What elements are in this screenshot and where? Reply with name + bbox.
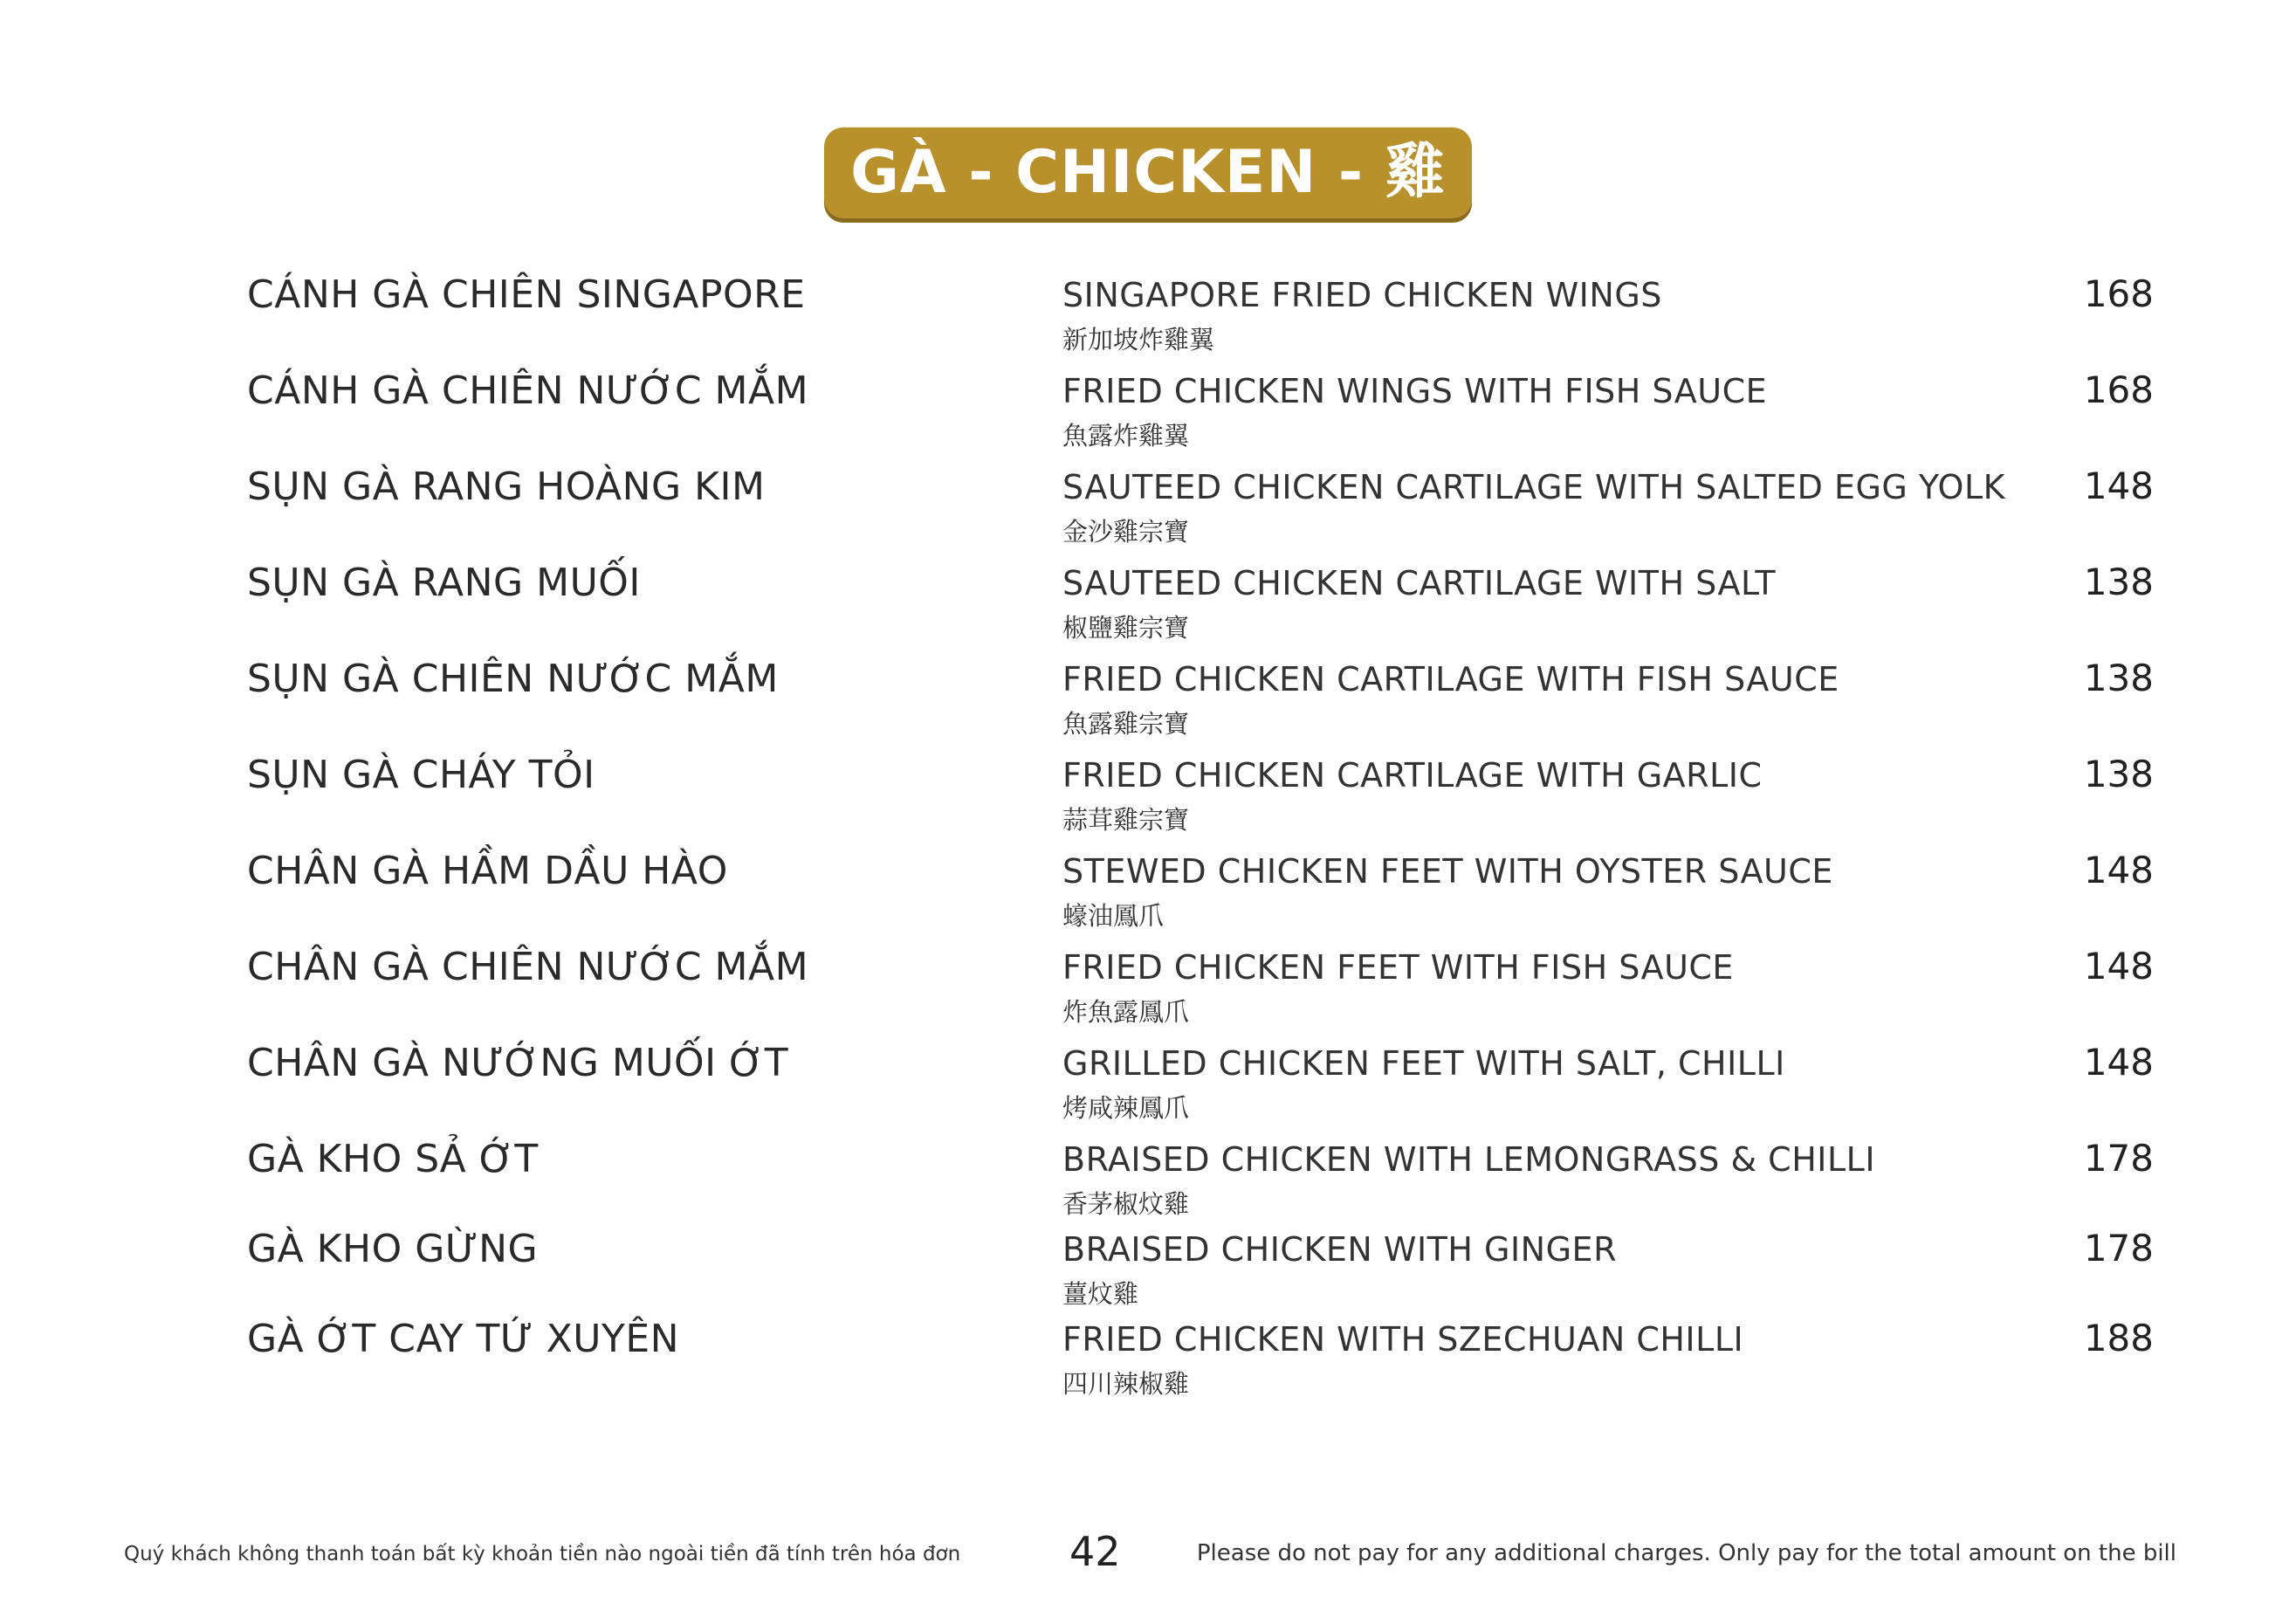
menu-item — [0, 1137, 2296, 1227]
dish-name-vietnamese: SỤN GÀ CHÁY TỎI — [247, 753, 595, 797]
dish-name-english: GRILLED CHICKEN FEET WITH SALT, CHILLI — [1062, 1044, 1785, 1083]
page-number: 42 — [1069, 1528, 1121, 1575]
dish-name-vietnamese: CHÂN GÀ NƯỚNG MUỐI ỚT — [247, 1041, 789, 1085]
dish-name-english: FRIED CHICKEN CARTILAGE WITH GARLIC — [1062, 756, 1763, 795]
menu-item — [0, 1317, 2296, 1407]
dish-name-vietnamese: SỤN GÀ CHIÊN NƯỚC MẮM — [247, 657, 779, 701]
dish-name-vietnamese: CHÂN GÀ HẦM DẦU HÀO — [247, 849, 728, 893]
dish-name-vietnamese: GÀ KHO SẢ ỚT — [247, 1137, 539, 1181]
menu-item — [0, 945, 2296, 1041]
dish-price: 148 — [2083, 849, 2154, 891]
menu-item — [0, 1041, 2296, 1137]
dish-price: 178 — [2083, 1137, 2154, 1180]
dish-name-chinese: 香茅椒炆雞 — [1062, 1189, 1190, 1219]
dish-price: 178 — [2083, 1227, 2154, 1270]
dish-name-english: BRAISED CHICKEN WITH LEMONGRASS & CHILLI — [1062, 1140, 1876, 1179]
menu-item — [0, 1227, 2296, 1317]
dish-name-chinese: 四川辣椒雞 — [1062, 1369, 1190, 1399]
menu-item — [0, 753, 2296, 849]
dish-name-english: SAUTEED CHICKEN CARTILAGE WITH SALT — [1062, 564, 1777, 602]
dish-name-vietnamese: GÀ ỚT CAY TỨ XUYÊN — [247, 1317, 680, 1361]
dish-name-english: STEWED CHICKEN FEET WITH OYSTER SAUCE — [1062, 852, 1833, 891]
dish-price: 138 — [2083, 657, 2154, 699]
dish-name-english: SAUTEED CHICKEN CARTILAGE WITH SALTED EGG YOLK — [1062, 468, 2006, 506]
dish-name-chinese: 魚露炸雞翼 — [1062, 421, 1190, 451]
dish-name-vietnamese: SỤN GÀ RANG MUỐI — [247, 561, 641, 605]
menu-item — [0, 849, 2296, 945]
dish-name-chinese: 蠔油鳳爪 — [1062, 901, 1165, 931]
dish-name-english: SINGAPORE FRIED CHICKEN WINGS — [1062, 276, 1662, 314]
footer-note-english: Please do not pay for any additional charges. Only pay for the total amount on the bill — [1196, 1540, 2176, 1566]
dish-name-chinese: 椒鹽雞宗寶 — [1062, 613, 1190, 643]
dish-price: 138 — [2083, 561, 2154, 603]
dish-name-english: FRIED CHICKEN WINGS WITH FISH SAUCE — [1062, 372, 1768, 410]
dish-name-chinese: 炸魚露鳳爪 — [1062, 997, 1190, 1027]
dish-name-english: FRIED CHICKEN CARTILAGE WITH FISH SAUCE — [1062, 660, 1839, 698]
dish-name-chinese: 薑炆雞 — [1062, 1279, 1139, 1309]
section-title: GÀ - CHICKEN - 雞 — [824, 127, 1472, 218]
footer-note-vietnamese: Quý khách không thanh toán bất kỳ khoản tiền nào ngoài tiền đã tính trên hóa đơn — [124, 1543, 961, 1566]
dish-name-vietnamese: SỤN GÀ RANG HOÀNG KIM — [247, 464, 766, 509]
menu-item — [0, 368, 2296, 464]
dish-price: 148 — [2083, 464, 2154, 507]
dish-name-chinese: 金沙雞宗寶 — [1062, 517, 1190, 547]
menu-item — [0, 657, 2296, 753]
dish-name-vietnamese: CÁNH GÀ CHIÊN SINGAPORE — [247, 272, 806, 317]
dish-price: 168 — [2083, 272, 2154, 315]
dish-name-vietnamese: GÀ KHO GỪNG — [247, 1227, 539, 1271]
menu-item — [0, 272, 2296, 368]
dish-price: 138 — [2083, 753, 2154, 795]
dish-name-vietnamese: CÁNH GÀ CHIÊN NƯỚC MẮM — [247, 368, 809, 413]
dish-price: 148 — [2083, 945, 2154, 987]
menu-item — [0, 464, 2296, 561]
dish-name-chinese: 烤咸辣鳳爪 — [1062, 1093, 1190, 1123]
dish-name-chinese: 新加坡炸雞翼 — [1062, 325, 1215, 354]
dish-price: 168 — [2083, 368, 2154, 411]
dish-name-english: FRIED CHICKEN FEET WITH FISH SAUCE — [1062, 948, 1734, 987]
dish-name-chinese: 魚露雞宗寶 — [1062, 709, 1190, 739]
menu-item — [0, 561, 2296, 657]
dish-price: 188 — [2083, 1317, 2154, 1359]
dish-name-english: BRAISED CHICKEN WITH GINGER — [1062, 1230, 1617, 1269]
dish-name-english: FRIED CHICKEN WITH SZECHUAN CHILLI — [1062, 1320, 1744, 1359]
menu-list — [0, 272, 2296, 1407]
dish-name-chinese: 蒜茸雞宗寶 — [1062, 805, 1190, 835]
dish-name-vietnamese: CHÂN GÀ CHIÊN NƯỚC MẮM — [247, 945, 809, 989]
dish-price: 148 — [2083, 1041, 2154, 1084]
section-header — [0, 127, 2296, 218]
